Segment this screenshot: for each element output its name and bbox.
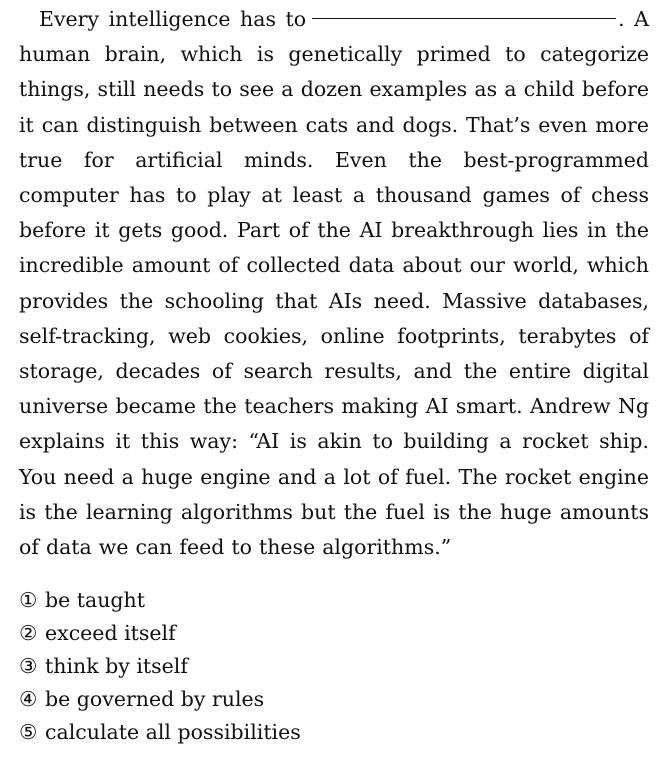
passage-text-after-blank: . A human brain, which is genetically primed to categorize things, still needs to see a dozen examples as a child before it can distinguish between cats and dogs. That’s even more true for artificial minds. Even the best-programmed computer has to play at least a thousand games of chess before it gets good. Part of the AI breakthrough lies in the incredible amount of collected data about our world, which provides the schooling that AIs need. Massive databases, self-tracking, web cookies, online footprints, terabytes of storage, decades of search results, and the entire digital universe became the teachers making AI smart. Andrew Ng explains it this way: “AI is akin to building a rocket ship. You need a huge engine and a lot of fuel. The rocket engine is the learning algorithms but the fuel is the huge amounts of data we can feed to these algorithms.” (19, 7, 649, 560)
choice-text: calculate all possibilities (45, 720, 301, 744)
answer-choices (19, 584, 639, 749)
choice-number: ③ (19, 654, 38, 678)
choice-4[interactable] (19, 683, 639, 716)
choice-2[interactable] (19, 617, 639, 650)
choice-text: be taught (45, 588, 145, 612)
choice-5[interactable] (19, 716, 639, 749)
choice-1[interactable] (19, 584, 639, 617)
choice-number: ② (19, 621, 38, 645)
choice-3[interactable] (19, 650, 639, 683)
choice-number: ④ (19, 687, 38, 711)
answer-blank (312, 18, 616, 19)
choice-number: ⑤ (19, 720, 38, 744)
choice-number: ① (19, 588, 38, 612)
choice-text: exceed itself (45, 621, 176, 645)
passage-text-before-blank: Every intelligence has to (39, 7, 307, 31)
choice-text: be governed by rules (45, 687, 265, 711)
choice-text: think by itself (45, 654, 188, 678)
question-passage (19, 2, 649, 565)
